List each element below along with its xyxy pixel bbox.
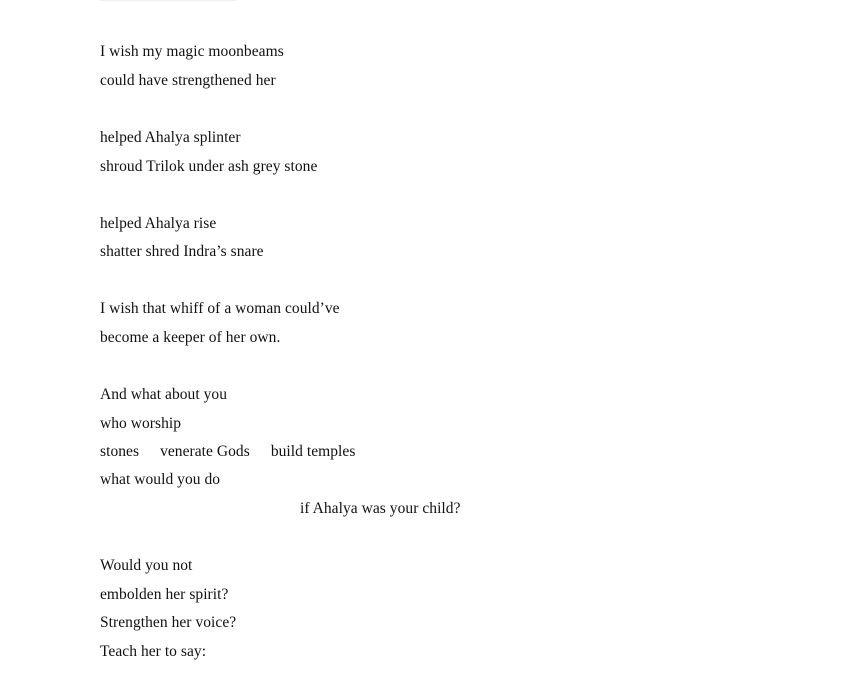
poem-line: Strengthen her voice? (100, 614, 237, 631)
poem-word-group: build temples (270, 443, 356, 460)
poem-line: what would you do (100, 471, 221, 488)
poem-line: Teach her to say: (100, 643, 207, 660)
poem-line: I wish that whiff of a woman could’ve (100, 300, 340, 317)
poem-line: helped Ahalya rise (100, 215, 217, 232)
poem-line: I wish my magic moonbeams (100, 43, 284, 60)
poem-word-group: venerate Gods (160, 443, 250, 460)
poem-line: shroud Trilok under ash grey stone (100, 158, 318, 175)
clipped-text-shape (100, 0, 236, 1)
poem-line: shatter shred Indra’s snare (100, 243, 264, 260)
poem-line-spaced (100, 443, 355, 461)
poem-line: could have strengthened her (100, 72, 276, 89)
poem-line: embolden her spirit? (100, 586, 229, 603)
poem-line: become a keeper of her own. (100, 329, 281, 346)
poem-line: who worship (100, 415, 182, 432)
poem-word-group: stones (100, 443, 140, 460)
poem-line: helped Ahalya splinter (100, 129, 241, 146)
clipped-heading-fragment (100, 0, 240, 3)
poem-line: Would you not (100, 557, 193, 574)
poem-line: And what about you (100, 386, 228, 403)
poem-line-indented: if Ahalya was your child? (300, 500, 461, 517)
